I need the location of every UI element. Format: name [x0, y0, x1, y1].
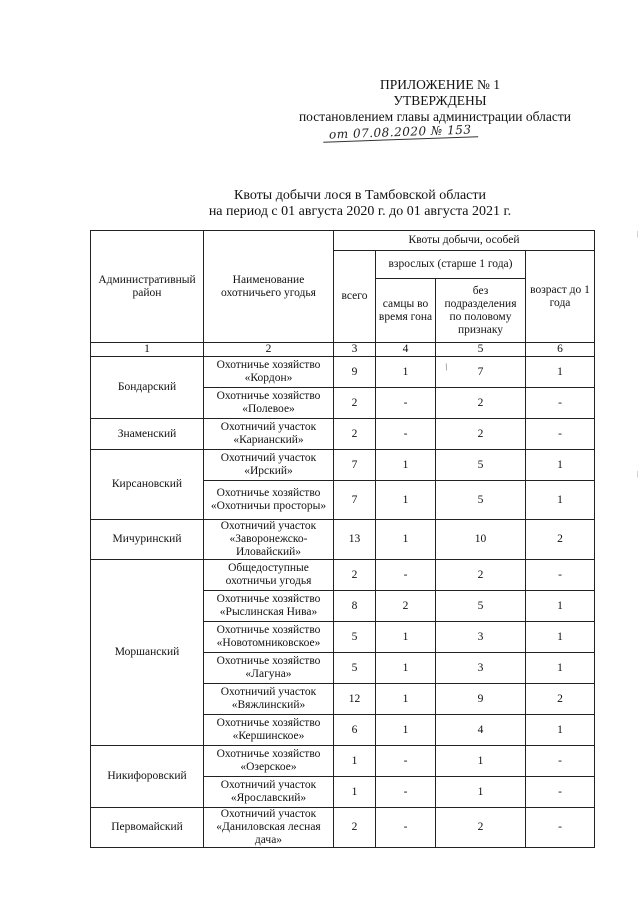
district-cell: Знаменский — [91, 419, 204, 450]
column-number: 3 — [334, 343, 376, 357]
header-district: Административный район — [91, 231, 204, 343]
ground-cell: Охотничье хозяйство «Рыслинская Нива» — [204, 591, 334, 622]
under-one-cell: - — [526, 746, 595, 777]
no-division-cell: 1 — [436, 777, 526, 808]
ground-cell: Охотничий участок «Заворонежско-Иловайский» — [204, 520, 334, 560]
under-one-cell: 2 — [526, 520, 595, 560]
males-cell: - — [376, 560, 436, 591]
ground-cell: Охотничье хозяйство «Озерское» — [204, 746, 334, 777]
total-cell: 2 — [334, 560, 376, 591]
males-cell: 1 — [376, 357, 436, 388]
males-cell: 2 — [376, 591, 436, 622]
under-one-cell: - — [526, 777, 595, 808]
approved-label: УТВЕРЖДЕНЫ — [393, 93, 487, 108]
males-cell: - — [376, 777, 436, 808]
under-one-cell: - — [526, 419, 595, 450]
males-cell: - — [376, 388, 436, 419]
quota-table — [90, 230, 595, 848]
males-cell: 1 — [376, 481, 436, 520]
district-cell: Бондарский — [91, 357, 204, 419]
district-cell: Первомайский — [91, 808, 204, 848]
no-division-cell: 4 — [436, 715, 526, 746]
total-cell: 6 — [334, 715, 376, 746]
header-quotas: Квоты добычи, особей — [334, 231, 595, 251]
total-cell: 5 — [334, 653, 376, 684]
under-one-cell: 1 — [526, 481, 595, 520]
males-cell: 1 — [376, 653, 436, 684]
no-division-cell: 9 — [436, 684, 526, 715]
column-number-row — [91, 343, 595, 357]
scan-edge-mark: | — [636, 470, 638, 478]
no-division-cell: 1 — [436, 746, 526, 777]
total-cell: 2 — [334, 388, 376, 419]
column-number: 5 — [436, 343, 526, 357]
under-one-cell: - — [526, 808, 595, 848]
table-row — [91, 520, 595, 560]
males-cell: 1 — [376, 684, 436, 715]
header-males: самцы во время гона — [376, 279, 436, 343]
males-cell: 1 — [376, 622, 436, 653]
approval-header — [290, 77, 590, 125]
table-row — [91, 808, 595, 848]
males-cell: 1 — [376, 450, 436, 481]
header-ground: Наименование охотничьего угодья — [204, 231, 334, 343]
under-one-cell: 1 — [526, 622, 595, 653]
under-one-cell: 1 — [526, 715, 595, 746]
under-one-cell: 1 — [526, 357, 595, 388]
document-title — [140, 188, 580, 220]
under-one-cell: 1 — [526, 450, 595, 481]
table-row — [91, 746, 595, 777]
ground-cell: Охотничий участок «Даниловская лесная дача» — [204, 808, 334, 848]
total-cell: 9 — [334, 357, 376, 388]
table-body — [91, 357, 595, 848]
handwritten-date-number: от 07.08.2020 № 153 — [323, 122, 478, 142]
table-row — [91, 357, 595, 388]
no-division-cell: 2 — [436, 808, 526, 848]
no-division-cell: 3 — [436, 653, 526, 684]
under-one-cell: 1 — [526, 653, 595, 684]
no-division-cell: 5 — [436, 591, 526, 622]
total-cell: 1 — [334, 746, 376, 777]
header-adults: взрослых (старше 1 года) — [376, 251, 526, 279]
ground-cell: Охотничий участок «Ярославский» — [204, 777, 334, 808]
district-cell: Кирсановский — [91, 450, 204, 520]
no-division-cell: 2 — [436, 560, 526, 591]
column-number: 2 — [204, 343, 334, 357]
ground-cell: Охотничий участок «Ирский» — [204, 450, 334, 481]
ground-cell: Охотничий участок «Вяжлинский» — [204, 684, 334, 715]
total-cell: 2 — [334, 808, 376, 848]
total-cell: 7 — [334, 481, 376, 520]
header-no-division: без подразделения по половому признаку — [436, 279, 526, 343]
total-cell: 12 — [334, 684, 376, 715]
under-one-cell: - — [526, 388, 595, 419]
no-division-cell: 3 — [436, 622, 526, 653]
males-cell: - — [376, 419, 436, 450]
ground-cell: Охотничье хозяйство «Охотничьи просторы» — [204, 481, 334, 520]
total-cell: 2 — [334, 419, 376, 450]
males-cell: - — [376, 746, 436, 777]
under-one-cell: 2 — [526, 684, 595, 715]
total-cell: 5 — [334, 622, 376, 653]
no-division-cell: 5 — [436, 481, 526, 520]
total-cell: 7 — [334, 450, 376, 481]
column-number: 4 — [376, 343, 436, 357]
header-under-one: возраст до 1 года — [526, 251, 595, 343]
no-division-cell: 5 — [436, 450, 526, 481]
district-cell: Мичуринский — [91, 520, 204, 560]
table-row — [91, 560, 595, 591]
table-row — [91, 450, 595, 481]
ground-cell: Охотничье хозяйство «Кершинское» — [204, 715, 334, 746]
males-cell: - — [376, 808, 436, 848]
title-line-2: на период с 01 августа 2020 г. до 01 августа 2021 г. — [208, 204, 512, 219]
appendix-label: ПРИЛОЖЕНИЕ № 1 — [379, 77, 501, 92]
males-cell: 1 — [376, 715, 436, 746]
pen-mark: / — [443, 361, 450, 374]
total-cell: 1 — [334, 777, 376, 808]
ground-cell: Охотничье хозяйство «Полевое» — [204, 388, 334, 419]
column-number: 6 — [526, 343, 595, 357]
ground-cell: Охотничье хозяйство «Лагуна» — [204, 653, 334, 684]
no-division-cell: 10 — [436, 520, 526, 560]
district-cell: Никифоровский — [91, 746, 204, 808]
table-header — [91, 231, 595, 357]
under-one-cell: - — [526, 560, 595, 591]
no-division-cell: 2 — [436, 419, 526, 450]
no-division-cell: 7 — [436, 357, 526, 388]
table-row — [91, 419, 595, 450]
total-cell: 8 — [334, 591, 376, 622]
total-cell: 13 — [334, 520, 376, 560]
ground-cell: Общедоступные охотничьи угодья — [204, 560, 334, 591]
header-total: всего — [334, 251, 376, 343]
column-number: 1 — [91, 343, 204, 357]
title-line-1: Квоты добычи лося в Тамбовской области — [234, 188, 486, 203]
ground-cell: Охотничий участок «Карианский» — [204, 419, 334, 450]
scan-edge-mark: | — [636, 230, 638, 238]
decree-line: постановлением главы администрации области — [298, 109, 572, 124]
ground-cell: Охотничье хозяйство «Кордон» — [204, 357, 334, 388]
district-cell: Моршанский — [91, 560, 204, 746]
males-cell: 1 — [376, 520, 436, 560]
ground-cell: Охотничье хозяйство «Новотомниковское» — [204, 622, 334, 653]
no-division-cell: 2 — [436, 388, 526, 419]
under-one-cell: 1 — [526, 591, 595, 622]
